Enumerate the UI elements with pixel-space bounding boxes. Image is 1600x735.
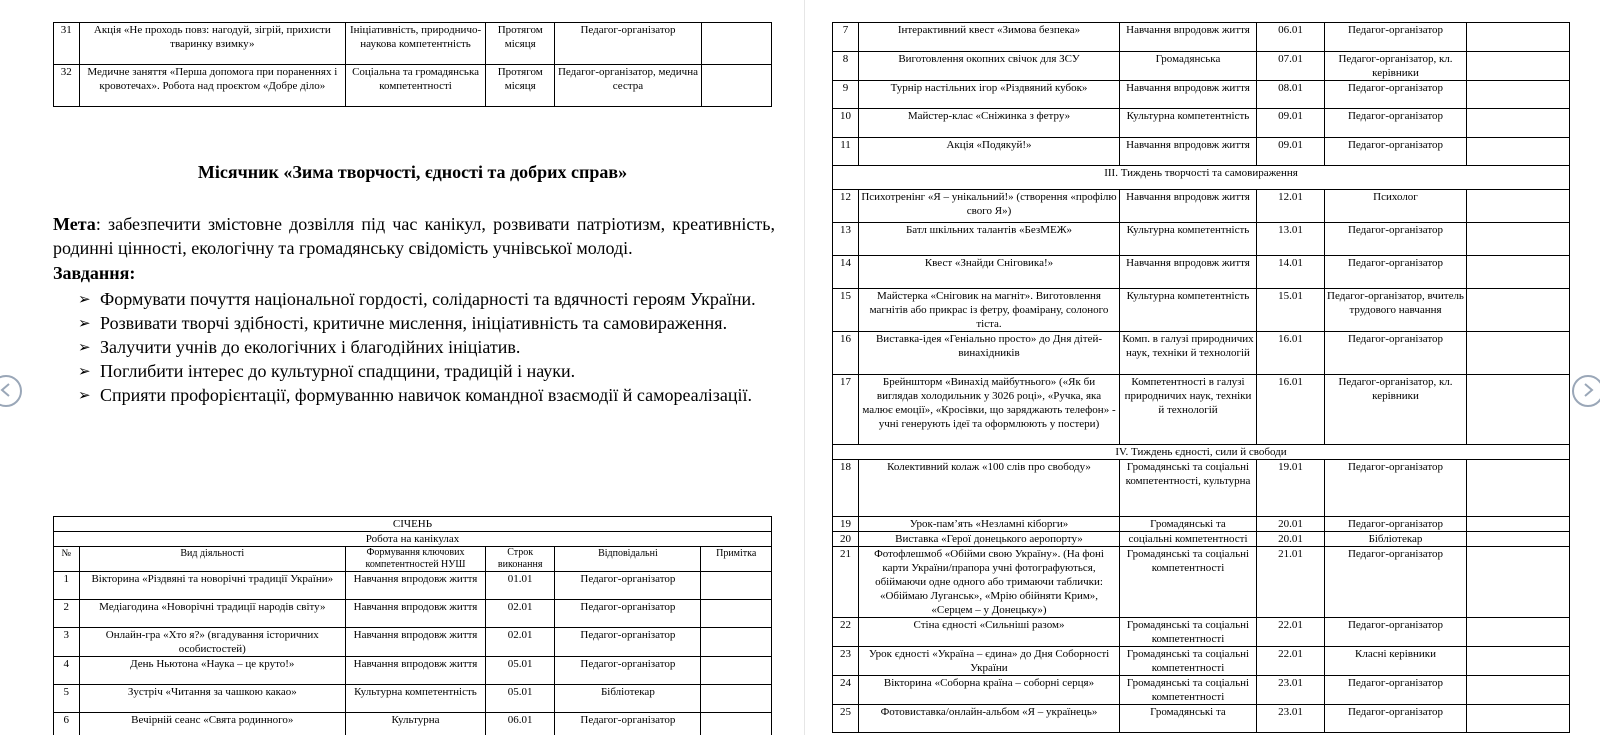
table-row — [833, 138, 1570, 166]
row-term: 06.01 — [485, 713, 554, 735]
row-responsible: Педагог-організатор — [555, 628, 701, 657]
row-responsible: Педагог-організатор — [555, 600, 701, 628]
row-term: 09.01 — [1257, 138, 1325, 166]
month-section-row — [54, 532, 772, 547]
row-note — [1467, 618, 1570, 647]
row-activity: Виготовлення окопних свічок для ЗСУ — [859, 52, 1120, 81]
row-competence: Комп. в галузі природничих наук, техніки й технологій — [1120, 332, 1257, 375]
row-term: 02.01 — [485, 628, 554, 657]
table-row — [833, 705, 1570, 733]
row-note — [1467, 676, 1570, 705]
row-activity: Виставка «Герої донецького аеропорту» — [859, 532, 1120, 547]
row-responsible: Педагог-організатор — [1325, 547, 1467, 618]
table-row — [54, 685, 772, 713]
row-responsible: Класні керівники — [1325, 647, 1467, 676]
row-term: 20.01 — [1257, 517, 1325, 532]
chevron-right-icon — [1581, 383, 1595, 397]
row-number: 24 — [833, 676, 859, 705]
row-competence: Громадянські та — [1120, 705, 1257, 733]
row-number: 25 — [833, 705, 859, 733]
row-note — [701, 600, 772, 628]
table-row — [833, 289, 1570, 332]
month-table — [53, 516, 772, 735]
row-activity: Зустріч «Читання за чашкою какао» — [79, 685, 346, 713]
row-number: 10 — [833, 109, 859, 138]
row-competence: Культурна компетентність — [1120, 289, 1257, 332]
task-item: ➢ Сприяти профорієнтації, формуванню навичок командної взаємодії й самореалізації. — [78, 383, 774, 407]
task-item: ➢ Поглибити інтерес до культурної спадщини, традицій і науки. — [78, 359, 774, 383]
header-number: № — [54, 547, 80, 572]
row-number: 15 — [833, 289, 859, 332]
row-responsible: Педагог-організатор — [1325, 517, 1467, 532]
table-row — [833, 190, 1570, 223]
row-number: 8 — [833, 52, 859, 81]
row-competence: Навчання впродовж життя — [346, 600, 486, 628]
row-number: 12 — [833, 190, 859, 223]
row-competence: Громадянські та соціальні компетентності — [1120, 676, 1257, 705]
header-responsible: Відповідальні — [555, 547, 701, 572]
row-note — [1467, 81, 1570, 109]
table-row — [833, 517, 1570, 532]
row-note — [1467, 109, 1570, 138]
row-term: 09.01 — [1257, 109, 1325, 138]
row-responsible: Педагог-організатор — [1325, 618, 1467, 647]
row-competence: Навчання впродовж життя — [346, 572, 486, 600]
table-row — [833, 676, 1570, 705]
table-row — [54, 628, 772, 657]
row-number: 17 — [833, 375, 859, 445]
row-competence: Громадянські та соціальні компетентності — [1120, 618, 1257, 647]
row-note — [1467, 190, 1570, 223]
row-number: 9 — [833, 81, 859, 109]
row-competence: Компетентності в галузі природничих наук, техніки й технологій — [1120, 375, 1257, 445]
row-number: 3 — [54, 628, 80, 657]
section-row — [833, 445, 1570, 460]
row-activity: Вікторина «Соборна країна – соборні серця» — [859, 676, 1120, 705]
row-responsible: Педагог-організатор — [1325, 223, 1467, 256]
row-activity: Урок єдності «Україна – єдина» до Дня Соборності України — [859, 647, 1120, 676]
row-number: 4 — [54, 657, 80, 685]
table-row — [833, 23, 1570, 52]
row-responsible: Педагог-організатор — [1325, 460, 1467, 517]
row-responsible: Педагог-організатор — [555, 23, 701, 65]
row-responsible: Педагог-організатор — [555, 713, 701, 735]
section-title: ІІІ. Тиждень творчості та самовираження — [833, 166, 1570, 190]
row-competence: Навчання впродовж життя — [346, 628, 486, 657]
row-note — [701, 713, 772, 735]
row-term: 05.01 — [485, 685, 554, 713]
header-term: Строк виконання — [485, 547, 554, 572]
row-term: 22.01 — [1257, 618, 1325, 647]
row-term: 01.01 — [485, 572, 554, 600]
table-row — [833, 223, 1570, 256]
row-responsible: Педагог-організатор — [1325, 81, 1467, 109]
table-row — [833, 109, 1570, 138]
row-number: 16 — [833, 332, 859, 375]
row-note — [1467, 138, 1570, 166]
row-term: 23.01 — [1257, 676, 1325, 705]
section-row — [833, 166, 1570, 190]
row-activity: Майстерка «Сніговик на магніт». Виготовлення магнітів або прикрас із фетру, фоамірану, солоного тіста. — [859, 289, 1120, 332]
row-number: 21 — [833, 547, 859, 618]
task-item: ➢ Залучити учнів до екологічних і благодійних ініціатив. — [78, 335, 774, 359]
row-note — [1467, 23, 1570, 52]
page-divider — [804, 0, 805, 735]
top-table — [53, 22, 772, 107]
row-competence: Ініціативність, природничо-наукова компетентність — [346, 23, 486, 65]
row-activity: Майстер-клас «Сніжинка з фетру» — [859, 109, 1120, 138]
row-competence: соціальні компетентності — [1120, 532, 1257, 547]
tasks-label: Завдання: — [53, 263, 136, 283]
row-term: 06.01 — [1257, 23, 1325, 52]
row-term: 13.01 — [1257, 223, 1325, 256]
row-term: Протягом місяця — [486, 65, 555, 107]
month-title: СІЧЕНЬ — [54, 517, 772, 532]
row-competence: Громадянська — [1120, 52, 1257, 81]
row-term: 20.01 — [1257, 532, 1325, 547]
right-page — [812, 0, 1600, 735]
row-number: 14 — [833, 256, 859, 289]
table-row — [54, 23, 772, 65]
row-competence: Культурна компетентність — [346, 685, 486, 713]
row-number: 20 — [833, 532, 859, 547]
row-number: 19 — [833, 517, 859, 532]
row-term: 19.01 — [1257, 460, 1325, 517]
header-competence: Формування ключових компетентностей НУШ — [346, 547, 486, 572]
row-number: 23 — [833, 647, 859, 676]
row-term: 05.01 — [485, 657, 554, 685]
row-number: 7 — [833, 23, 859, 52]
row-activity: Онлайн-гра «Хто я?» (вгадування історичних особистостей) — [79, 628, 346, 657]
row-competence: Навчання впродовж життя — [1120, 81, 1257, 109]
row-responsible: Педагог-організатор — [555, 657, 701, 685]
row-responsible: Педагог-організатор — [1325, 332, 1467, 375]
top-table-body — [54, 23, 772, 107]
row-term: 15.01 — [1257, 289, 1325, 332]
row-responsible: Педагог-організатор — [1325, 676, 1467, 705]
row-activity: Вечірній сеанс «Свята родинного» — [79, 713, 346, 735]
row-note — [1467, 52, 1570, 81]
row-responsible: Бібліотекар — [555, 685, 701, 713]
table-row — [833, 256, 1570, 289]
row-competence: Навчання впродовж життя — [346, 657, 486, 685]
section-title: IV. Тиждень єдності, сили й свободи — [833, 445, 1570, 460]
row-activity: Стіна єдності «Сильніші разом» — [859, 618, 1120, 647]
row-number: 11 — [833, 138, 859, 166]
table-row — [833, 81, 1570, 109]
row-note — [701, 685, 772, 713]
row-note — [1467, 375, 1570, 445]
row-note — [1467, 332, 1570, 375]
row-activity: Вікторина «Різдвяні та новорічні традиції України» — [79, 572, 346, 600]
task-item: ➢ Формувати почуття національної гордості, солідарності та вдячності героям України. — [78, 287, 774, 311]
row-competence: Культурна компетентність — [1120, 223, 1257, 256]
row-activity: Турнір настільних ігор «Різдвяний кубок» — [859, 81, 1120, 109]
row-responsible: Бібліотекар — [1325, 532, 1467, 547]
row-term: 21.01 — [1257, 547, 1325, 618]
task-item: ➢ Розвивати творчі здібності, критичне мислення, ініціативність та самовираження. — [78, 311, 774, 335]
right-table-body — [833, 23, 1570, 733]
row-number: 22 — [833, 618, 859, 647]
row-note — [701, 657, 772, 685]
table-row — [833, 375, 1570, 445]
row-activity: Урок-пам’ять «Незламні кіборги» — [859, 517, 1120, 532]
row-competence: Соціальна та громадянська компетентності — [346, 65, 486, 107]
row-activity: Батл шкільних талантів «БезМЕЖ» — [859, 223, 1120, 256]
table-row — [833, 532, 1570, 547]
row-term: 16.01 — [1257, 375, 1325, 445]
row-number: 18 — [833, 460, 859, 517]
row-term: 23.01 — [1257, 705, 1325, 733]
row-competence: Громадянські та — [1120, 517, 1257, 532]
row-number: 2 — [54, 600, 80, 628]
row-activity: Медіагодина «Новорічні традиції народів світу» — [79, 600, 346, 628]
header-note: Примітка — [701, 547, 772, 572]
row-term: 12.01 — [1257, 190, 1325, 223]
row-note — [701, 628, 772, 657]
table-row — [54, 657, 772, 685]
row-number: 1 — [54, 572, 80, 600]
row-term: 02.01 — [485, 600, 554, 628]
row-activity: Психотренінг «Я – унікальний!» (створення «профілю свого Я») — [859, 190, 1120, 223]
header-activity: Вид діяльності — [79, 547, 346, 572]
row-term: 08.01 — [1257, 81, 1325, 109]
table-row — [833, 647, 1570, 676]
row-activity: Медичне заняття «Перша допомога при пораненнях і кровотечах». Робота над проєктом «Добре діло» — [79, 65, 346, 107]
table-row — [833, 460, 1570, 517]
row-term: 14.01 — [1257, 256, 1325, 289]
goal-label: Мета — [53, 214, 96, 234]
row-competence: Навчання впродовж життя — [1120, 138, 1257, 166]
row-number: 6 — [54, 713, 80, 735]
row-note — [701, 572, 772, 600]
row-responsible: Педагог-організатор — [555, 572, 701, 600]
row-note — [1467, 532, 1570, 547]
row-activity: Квест «Знайди Сніговика!» — [859, 256, 1120, 289]
row-responsible: Педагог-організатор — [1325, 23, 1467, 52]
row-note — [1467, 547, 1570, 618]
row-competence: Культурна компетентність — [1120, 109, 1257, 138]
row-responsible: Педагог-організатор — [1325, 138, 1467, 166]
row-competence: Громадянські та соціальні компетентності — [1120, 647, 1257, 676]
row-number: 31 — [54, 23, 80, 65]
row-term: 22.01 — [1257, 647, 1325, 676]
row-number: 5 — [54, 685, 80, 713]
row-responsible: Педагог-організатор, медична сестра — [555, 65, 701, 107]
goal-text: : забезпечити змістовне дозвілля під час канікул, розвивати патріотизм, креативність, родинні цінності, екологічну та громадянську свідомість учнівської молоді. — [53, 214, 775, 258]
row-activity: Фотофлешмоб «Обійми свою Україну». (На фоні карти України/прапора учні фотографуються, обіймаючи одне одного або тримаючи таблички: «Обіймаю Луганськ», «Мрію обійняти Крим», «Серцем – у Донецьку») — [859, 547, 1120, 618]
goal-paragraph — [53, 212, 775, 260]
row-note — [1467, 256, 1570, 289]
chevron-left-icon — [0, 383, 13, 397]
table-row — [833, 547, 1570, 618]
row-competence: Навчання впродовж життя — [1120, 190, 1257, 223]
row-note — [701, 23, 772, 65]
month-title-row — [54, 517, 772, 532]
row-activity: Акція «Подякуй!» — [859, 138, 1120, 166]
row-note — [1467, 647, 1570, 676]
table-row — [54, 572, 772, 600]
row-activity: Брейншторм «Винахід майбутнього» («Як би виглядав холодильник у 3026 році», «Ручка, яка малює емоції», «Кросівки, що заряджають телефон» - учні генерують ідеї та оформлюють у постери) — [859, 375, 1120, 445]
row-note — [1467, 223, 1570, 256]
table-row — [833, 332, 1570, 375]
month-table-body — [54, 517, 772, 735]
table-row — [833, 618, 1570, 647]
tasks-list — [78, 287, 774, 407]
row-competence: Культурна — [346, 713, 486, 735]
row-term: 07.01 — [1257, 52, 1325, 81]
row-term: 16.01 — [1257, 332, 1325, 375]
row-activity: Фотовиставка/онлайн-альбом «Я – українець» — [859, 705, 1120, 733]
next-page-button[interactable] — [1572, 375, 1600, 407]
row-responsible: Педагог-організатор — [1325, 256, 1467, 289]
row-responsible: Педагог-організатор — [1325, 109, 1467, 138]
row-note — [1467, 289, 1570, 332]
row-competence: Навчання впродовж життя — [1120, 23, 1257, 52]
row-responsible: Педагог-організатор, кл. керівники — [1325, 375, 1467, 445]
row-term: Протягом місяця — [486, 23, 555, 65]
row-responsible: Педагог-організатор, вчитель трудового навчання — [1325, 289, 1467, 332]
row-responsible: Педагог-організатор, кл. керівники — [1325, 52, 1467, 81]
row-competence: Громадянські та соціальні компетентності, культурна — [1120, 460, 1257, 517]
row-note — [701, 65, 772, 107]
row-responsible: Педагог-організатор — [1325, 705, 1467, 733]
row-responsible: Психолог — [1325, 190, 1467, 223]
table-row — [54, 713, 772, 735]
row-number: 32 — [54, 65, 80, 107]
row-activity: Акція «Не проходь повз: нагодуй, зігрій, прихисти тваринку взимку» — [79, 23, 346, 65]
row-note — [1467, 460, 1570, 517]
row-competence: Громадянські та соціальні компетентності — [1120, 547, 1257, 618]
month-section: Робота на канікулах — [54, 532, 772, 547]
row-competence: Навчання впродовж життя — [1120, 256, 1257, 289]
row-activity: Інтерактивний квест «Зимова безпека» — [859, 23, 1120, 52]
month-header-row — [54, 547, 772, 572]
table-row — [54, 65, 772, 107]
row-activity: День Ньютона «Наука – це круто!» — [79, 657, 346, 685]
row-number: 13 — [833, 223, 859, 256]
table-row — [54, 600, 772, 628]
right-table — [832, 22, 1570, 733]
row-note — [1467, 705, 1570, 733]
row-note — [1467, 517, 1570, 532]
row-activity: Виставка-ідея «Геніально просто» до Дня дітей-винахідників — [859, 332, 1120, 375]
table-row — [833, 52, 1570, 81]
page-heading: Місячник «Зима творчості, єдності та добрих справ» — [197, 162, 628, 182]
row-activity: Колективний колаж «100 слів про свободу» — [859, 460, 1120, 517]
